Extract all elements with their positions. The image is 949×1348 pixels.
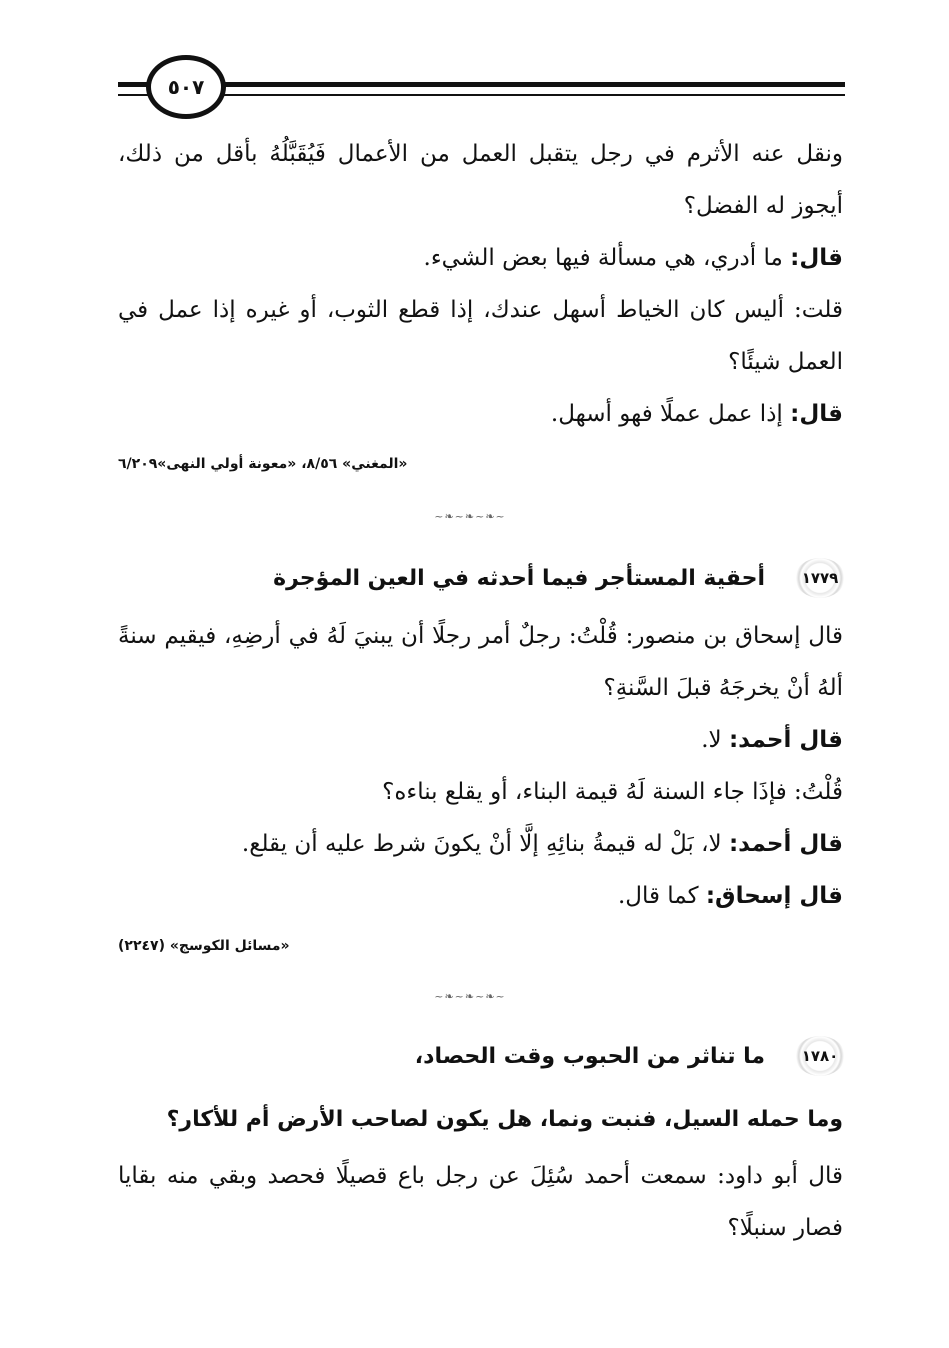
speaker-label: قال أحمد: — [728, 727, 843, 753]
issue-1779-reference: «مسائل الكوسج» (٢٢٤٧) — [118, 938, 290, 954]
speaker-label: قال أحمد: — [728, 831, 843, 857]
speaker-label: قال: — [790, 401, 843, 427]
issue-1779-paragraph-5 — [118, 870, 843, 922]
issue-1779-paragraph-1: قال إسحاق بن منصور: قُلْتُ: رجلٌ أمر رجلًا أن يبنيَ لَهُ في أرضِهِ، فيقيم سنةً ألهُ أنْ يخرجَهُ قبلَ السَّنةِ؟ — [118, 623, 843, 701]
issue-1779-paragraph-3: قُلْتُ: فإذَا جاء السنة لَهُ قيمة البناء، أو يقلع بناءه؟ — [382, 779, 843, 805]
intro-paragraph-4 — [118, 388, 843, 440]
speaker-text: كما قال. — [617, 883, 699, 909]
speaker-text: إذا عمل عملًا فهو أسهل. — [550, 401, 783, 427]
issue-subtitle: وما حمله السيل، فنبت ونما، هل يكون لصاحب الأرض أم للأكار؟ — [166, 1107, 843, 1132]
header-rule-thin — [118, 94, 845, 96]
intro-paragraph-1: ونقل عنه الأثرم في رجل يتقبل العمل من الأعمال فَيُقَبَّلُهُ بأقل من ذلك، أيجوز له الفضل؟ — [118, 141, 843, 219]
issue-title: أحقية المستأجر فيما أحدثه في العين المؤجرة — [273, 565, 765, 591]
intro-paragraph-2 — [118, 232, 843, 284]
issue-1779-paragraph-2 — [118, 714, 843, 766]
speaker-text: لا. — [701, 727, 722, 753]
speaker-label: قال: — [790, 245, 843, 271]
issue-number-badge: ١٧٨٠ — [795, 1036, 845, 1076]
section-divider: ~❧~❧~❧~ — [434, 990, 506, 1003]
intro-reference: «المغني» ٨/٥٦، «معونة أولي النهى»٦/٢٠٩ — [118, 456, 408, 472]
header-rule-thick — [118, 82, 845, 87]
issue-1780-paragraph-1: قال أبو داود: سمعت أحمد سُئِلَ عن رجل باع قصيلًا فحصد وبقي منه بقايا فصار سنبلًا؟ — [118, 1163, 843, 1241]
speaker-text: لا، بَلْ له قيمةُ بنائِهِ إلَّا أنْ يكونَ شرط عليه أن يقلع. — [241, 831, 722, 857]
issue-title: ما تناثر من الحبوب وقت الحصاد، — [414, 1043, 765, 1069]
issue-number-badge: ١٧٧٩ — [795, 558, 845, 598]
issue-heading-1780 — [245, 1032, 845, 1080]
intro-paragraph-3: قلت: أليس كان الخياط أسهل عندك، إذا قطع الثوب، أو غيره إذا عمل في العمل شيئًا؟ — [118, 297, 843, 375]
issue-1779-paragraph-4 — [118, 818, 843, 870]
section-divider: ~❧~❧~❧~ — [434, 510, 506, 523]
issue-heading-1779 — [245, 554, 845, 602]
speaker-label: قال إسحاق: — [705, 883, 843, 909]
speaker-text: ما أدري، هي مسألة فيها بعض الشيء. — [423, 245, 783, 271]
page-number: ٥٠٧ — [146, 55, 226, 119]
